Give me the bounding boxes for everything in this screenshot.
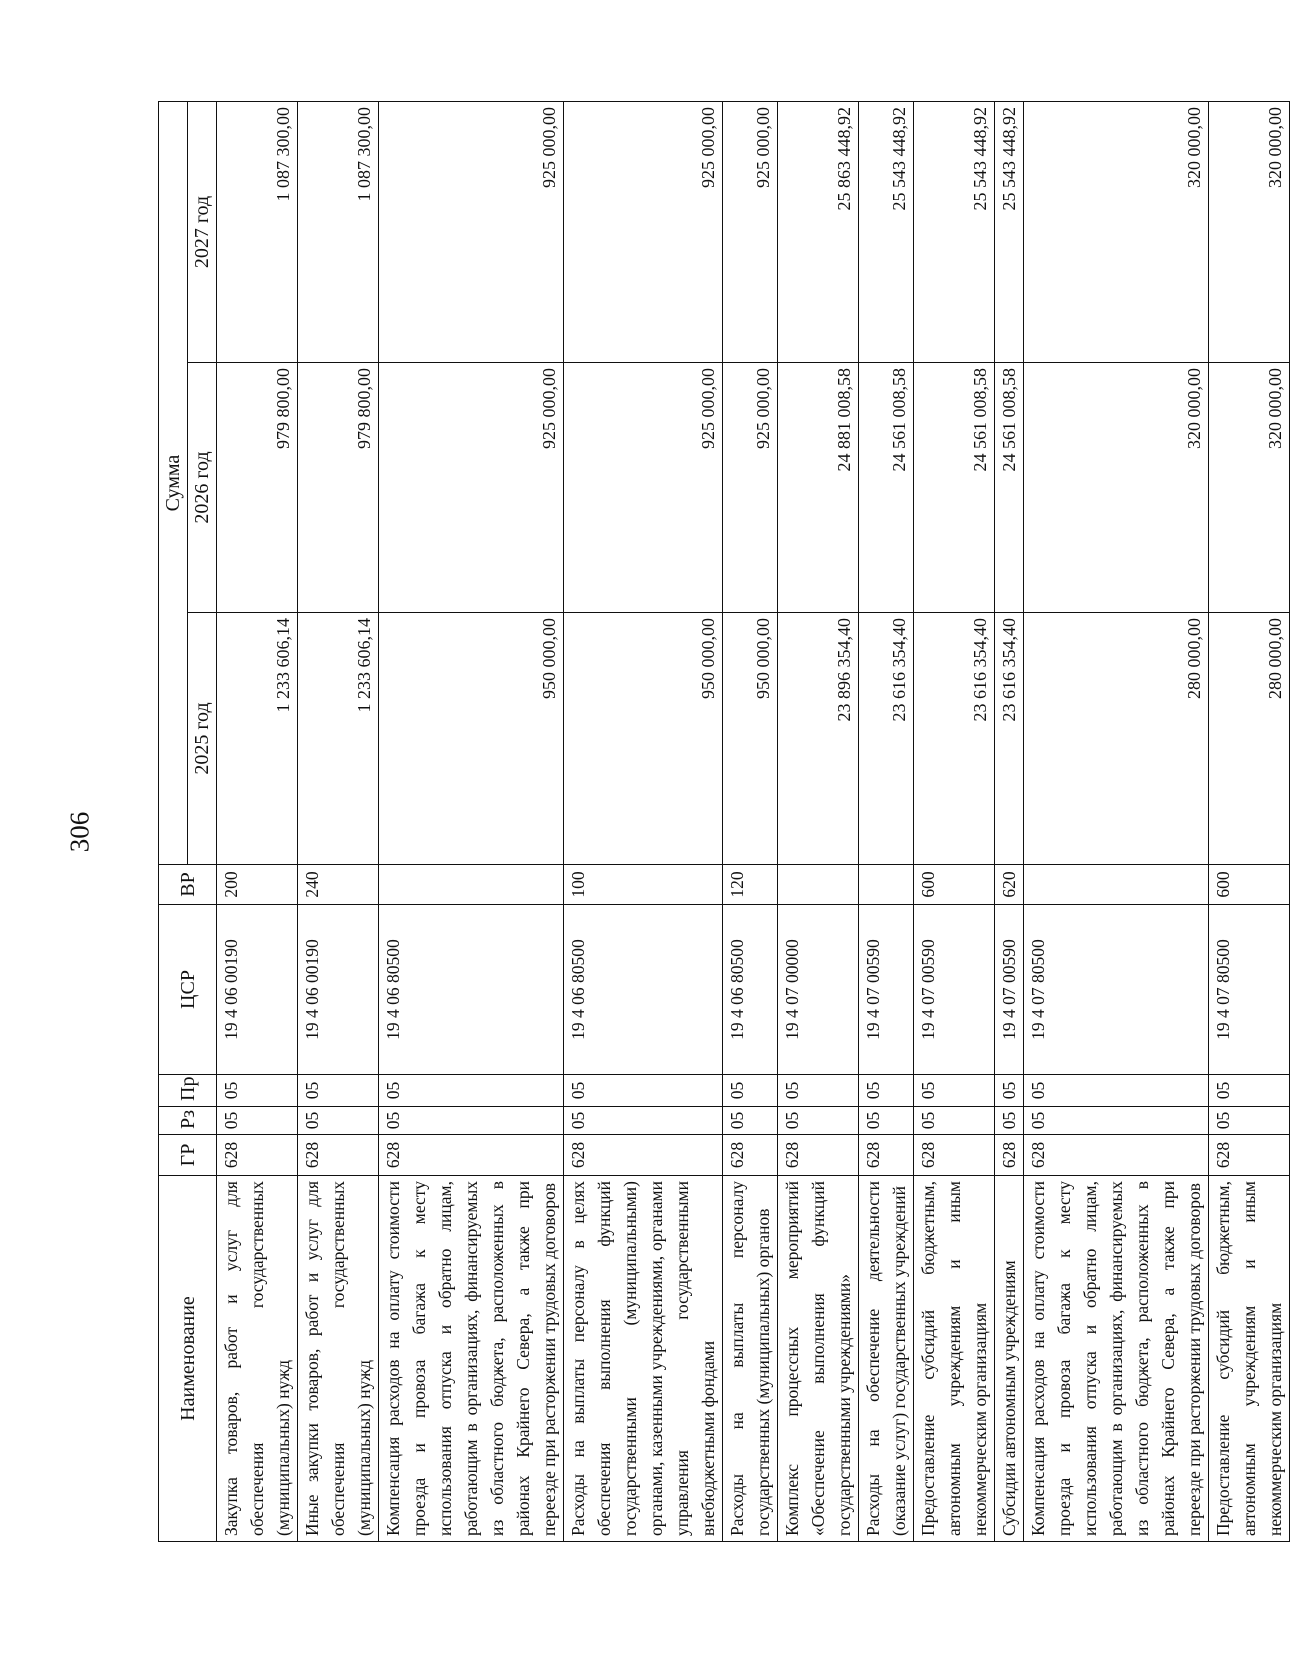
row-sum-2026: 320 000,00 xyxy=(1209,363,1290,613)
row-rz: 05 xyxy=(914,1107,995,1135)
row-gr: 628 xyxy=(379,1135,564,1176)
row-rz: 05 xyxy=(379,1107,564,1135)
header-name: Наименование xyxy=(159,1176,217,1542)
row-gr: 628 xyxy=(217,1135,298,1176)
row-gr: 628 xyxy=(564,1135,723,1176)
row-sum-2026: 979 800,00 xyxy=(217,363,298,613)
row-name: Иные закупки товаров, работ и услуг для обеспечения государственных (муниципальных) нужд xyxy=(298,1176,379,1542)
row-sum-2026: 24 881 008,58 xyxy=(778,363,859,613)
row-csr: 19 4 06 80500 xyxy=(379,905,564,1075)
row-pr: 05 xyxy=(379,1075,564,1107)
row-csr: 19 4 07 00590 xyxy=(995,905,1024,1075)
row-rz: 05 xyxy=(723,1107,778,1135)
row-gr: 628 xyxy=(1024,1135,1209,1176)
row-sum-2025: 950 000,00 xyxy=(723,613,778,865)
row-pr: 05 xyxy=(995,1075,1024,1107)
header-row-1 xyxy=(159,102,188,1542)
row-sum-2027: 1 087 300,00 xyxy=(298,102,379,363)
row-sum-2025: 23 616 354,40 xyxy=(859,613,914,865)
row-sum-2026: 24 561 008,58 xyxy=(859,363,914,613)
page-number: 306 xyxy=(64,811,95,853)
row-sum-2025: 950 000,00 xyxy=(379,613,564,865)
row-csr: 19 4 06 80500 xyxy=(564,905,723,1075)
row-vr: 200 xyxy=(217,865,298,905)
header-year-2027: 2027 год xyxy=(188,102,217,363)
table-row xyxy=(778,102,859,1542)
table-row xyxy=(1209,102,1290,1542)
row-sum-2027: 25 543 448,92 xyxy=(859,102,914,363)
row-gr: 628 xyxy=(914,1135,995,1176)
row-pr: 05 xyxy=(1209,1075,1290,1107)
row-rz: 05 xyxy=(217,1107,298,1135)
row-csr: 19 4 06 00190 xyxy=(217,905,298,1075)
row-rz: 05 xyxy=(859,1107,914,1135)
row-csr: 19 4 07 00590 xyxy=(859,905,914,1075)
row-sum-2026: 979 800,00 xyxy=(298,363,379,613)
row-csr: 19 4 07 00000 xyxy=(778,905,859,1075)
header-sum: Сумма xyxy=(159,102,188,865)
row-rz: 05 xyxy=(564,1107,723,1135)
budget-table xyxy=(158,101,1290,1542)
row-vr xyxy=(778,865,859,905)
row-vr: 600 xyxy=(1209,865,1290,905)
row-vr: 600 xyxy=(914,865,995,905)
row-pr: 05 xyxy=(914,1075,995,1107)
table-row xyxy=(995,102,1024,1542)
row-name: Компенсация расходов на оплату стоимости проезда и провоза багажа к месту использования отпуска и обратно лицам, работающим в организациях, финансируемых из областного бюджета, расположенных в районах Крайнего Севера, а также при переезде при расторжении трудовых договоров xyxy=(379,1176,564,1542)
row-pr: 05 xyxy=(298,1075,379,1107)
table-row xyxy=(859,102,914,1542)
row-sum-2025: 280 000,00 xyxy=(1024,613,1209,865)
row-name: Расходы на выплаты персоналу государственных (муниципальных) органов xyxy=(723,1176,778,1542)
row-sum-2025: 1 233 606,14 xyxy=(217,613,298,865)
row-pr: 05 xyxy=(564,1075,723,1107)
row-name: Субсидии автономным учреждениям xyxy=(995,1176,1024,1542)
row-gr: 628 xyxy=(859,1135,914,1176)
row-name: Предоставление субсидий бюджетным, автономным учреждениям и иным некоммерческим организациям xyxy=(914,1176,995,1542)
row-sum-2027: 925 000,00 xyxy=(379,102,564,363)
header-csr: ЦСР xyxy=(159,905,217,1075)
header-rz: Рз xyxy=(159,1107,217,1135)
row-vr xyxy=(859,865,914,905)
table-row xyxy=(723,102,778,1542)
row-sum-2027: 1 087 300,00 xyxy=(217,102,298,363)
header-vr: ВР xyxy=(159,865,217,905)
row-sum-2025: 1 233 606,14 xyxy=(298,613,379,865)
table-row xyxy=(1024,102,1209,1542)
table-row xyxy=(379,102,564,1542)
table-row xyxy=(298,102,379,1542)
table-body xyxy=(217,102,1290,1542)
row-pr: 05 xyxy=(723,1075,778,1107)
row-gr: 628 xyxy=(1209,1135,1290,1176)
row-sum-2025: 950 000,00 xyxy=(564,613,723,865)
row-pr: 05 xyxy=(778,1075,859,1107)
header-year-2026: 2026 год xyxy=(188,363,217,613)
row-pr: 05 xyxy=(217,1075,298,1107)
row-pr: 05 xyxy=(1024,1075,1209,1107)
table-header xyxy=(159,102,217,1542)
row-sum-2027: 25 543 448,92 xyxy=(995,102,1024,363)
row-vr: 620 xyxy=(995,865,1024,905)
row-sum-2025: 280 000,00 xyxy=(1209,613,1290,865)
table-row xyxy=(914,102,995,1542)
row-gr: 628 xyxy=(723,1135,778,1176)
rotated-table-container xyxy=(158,102,1290,1542)
row-name: Расходы на обеспечение деятельности (оказание услуг) государственных учреждений xyxy=(859,1176,914,1542)
row-name: Компенсация расходов на оплату стоимости проезда и провоза багажа к месту использования отпуска и обратно лицам, работающим в организациях, финансируемых из областного бюджета, расположенных в районах Крайнего Севера, а также при переезде при расторжении трудовых договоров xyxy=(1024,1176,1209,1542)
row-gr: 628 xyxy=(298,1135,379,1176)
row-name: Закупка товаров, работ и услуг для обеспечения государственных (муниципальных) нужд xyxy=(217,1176,298,1542)
row-rz: 05 xyxy=(1024,1107,1209,1135)
row-sum-2026: 925 000,00 xyxy=(379,363,564,613)
row-sum-2025: 23 616 354,40 xyxy=(914,613,995,865)
row-sum-2026: 320 000,00 xyxy=(1024,363,1209,613)
table-row xyxy=(564,102,723,1542)
row-pr: 05 xyxy=(859,1075,914,1107)
row-sum-2027: 925 000,00 xyxy=(564,102,723,363)
row-vr: 100 xyxy=(564,865,723,905)
row-rz: 05 xyxy=(778,1107,859,1135)
row-csr: 19 4 07 80500 xyxy=(1024,905,1209,1075)
row-name: Расходы на выплаты персоналу в целях обеспечения выполнения функций государственными (муниципальными) органами, казенными учреждениями, органами управления государственными внебюджетными фондами xyxy=(564,1176,723,1542)
row-sum-2027: 320 000,00 xyxy=(1024,102,1209,363)
row-vr xyxy=(1024,865,1209,905)
row-name: Комплекс процессных мероприятий «Обеспечение выполнения функций государственными учреждениями» xyxy=(778,1176,859,1542)
header-pr: Пр xyxy=(159,1075,217,1107)
table-row xyxy=(217,102,298,1542)
row-sum-2027: 25 543 448,92 xyxy=(914,102,995,363)
row-name: Предоставление субсидий бюджетным, автономным учреждениям и иным некоммерческим организациям xyxy=(1209,1176,1290,1542)
row-sum-2026: 925 000,00 xyxy=(723,363,778,613)
row-vr: 240 xyxy=(298,865,379,905)
row-csr: 19 4 07 00590 xyxy=(914,905,995,1075)
row-vr xyxy=(379,865,564,905)
row-sum-2027: 25 863 448,92 xyxy=(778,102,859,363)
row-rz: 05 xyxy=(298,1107,379,1135)
row-gr: 628 xyxy=(995,1135,1024,1176)
row-sum-2025: 23 896 354,40 xyxy=(778,613,859,865)
row-csr: 19 4 06 00190 xyxy=(298,905,379,1075)
row-sum-2027: 925 000,00 xyxy=(723,102,778,363)
row-gr: 628 xyxy=(778,1135,859,1176)
row-sum-2026: 24 561 008,58 xyxy=(914,363,995,613)
header-gr: ГР xyxy=(159,1135,217,1176)
row-rz: 05 xyxy=(995,1107,1024,1135)
row-vr: 120 xyxy=(723,865,778,905)
row-sum-2026: 925 000,00 xyxy=(564,363,723,613)
row-sum-2027: 320 000,00 xyxy=(1209,102,1290,363)
row-sum-2026: 24 561 008,58 xyxy=(995,363,1024,613)
row-sum-2025: 23 616 354,40 xyxy=(995,613,1024,865)
row-rz: 05 xyxy=(1209,1107,1290,1135)
row-csr: 19 4 06 80500 xyxy=(723,905,778,1075)
header-year-2025: 2025 год xyxy=(188,613,217,865)
row-csr: 19 4 07 80500 xyxy=(1209,905,1290,1075)
